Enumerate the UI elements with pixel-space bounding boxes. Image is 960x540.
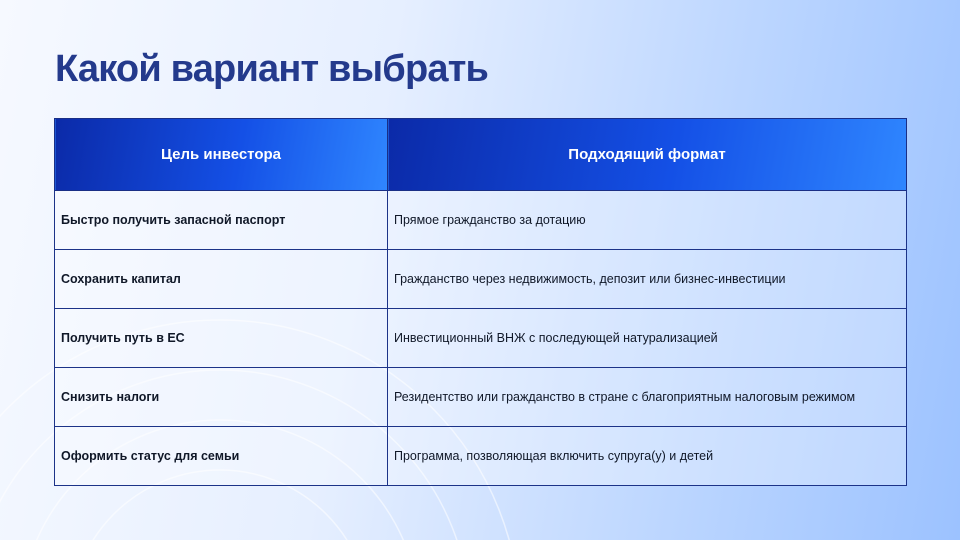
table-row: [55, 368, 907, 427]
goal-cell: Получить путь в ЕС: [55, 309, 388, 368]
column-header-format: Подходящий формат: [388, 119, 907, 191]
format-cell: Гражданство через недвижимость, депозит или бизнес-инвестиции: [388, 250, 907, 309]
table-row: [55, 427, 907, 486]
table-row: [55, 191, 907, 250]
goal-cell: Быстро получить запасной паспорт: [55, 191, 388, 250]
goal-cell: Снизить налоги: [55, 368, 388, 427]
table-header-row: [55, 119, 907, 191]
page-title: Какой вариант выбрать: [55, 48, 489, 90]
format-cell: Резидентство или гражданство в стране с благоприятным налоговым режимом: [388, 368, 907, 427]
format-cell: Инвестиционный ВНЖ с последующей натурализацией: [388, 309, 907, 368]
goal-cell: Сохранить капитал: [55, 250, 388, 309]
comparison-table: [54, 118, 907, 486]
goal-cell: Оформить статус для семьи: [55, 427, 388, 486]
table-row: [55, 250, 907, 309]
format-cell: Программа, позволяющая включить супруга(у) и детей: [388, 427, 907, 486]
column-header-goal: Цель инвестора: [55, 119, 388, 191]
format-cell: Прямое гражданство за дотацию: [388, 191, 907, 250]
table-row: [55, 309, 907, 368]
